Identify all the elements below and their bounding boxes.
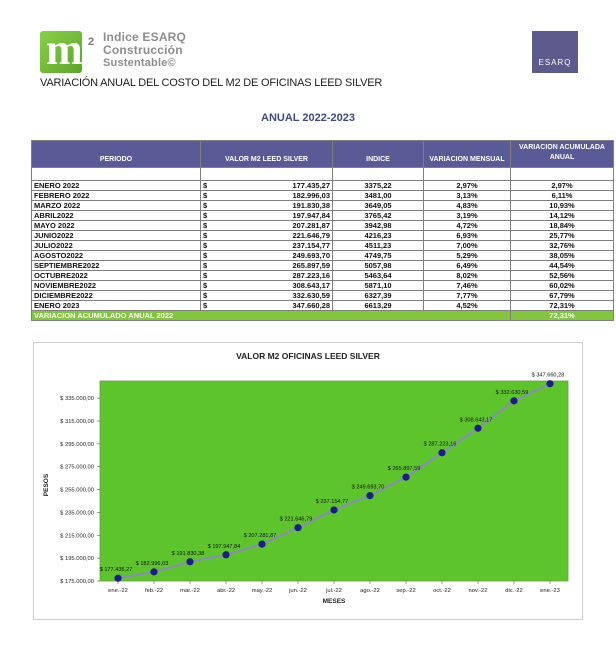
cell-indice: 6613,29 — [333, 301, 424, 311]
cell-periodo: AGOSTO2022 — [32, 251, 201, 261]
logo-superscript: 2 — [88, 36, 95, 48]
x-tick-label: jun.-22 — [289, 588, 307, 594]
table-row — [32, 231, 614, 241]
data-label: $ 221.646,79 — [279, 516, 313, 523]
cell-acumulada: 2,97% — [511, 181, 614, 191]
cell-mensual: 6,49% — [424, 261, 511, 271]
total-row — [32, 311, 614, 321]
cell-indice: 3649,05 — [333, 201, 424, 211]
cell-valor — [201, 231, 333, 241]
table-row — [32, 201, 614, 211]
cell-indice: 4749,75 — [333, 251, 424, 261]
cell-periodo: ENERO 2022 — [32, 181, 201, 191]
data-label: $ 332.630,59 — [495, 389, 529, 396]
data-point — [510, 397, 517, 404]
cell-acumulada: 38,05% — [511, 251, 614, 261]
table-row — [32, 281, 614, 291]
cell-acumulada: 18,84% — [511, 221, 614, 231]
currency-symbol: $ — [203, 201, 208, 210]
col-header-periodo: PERIODO — [32, 141, 201, 168]
cell-mensual: 4,52% — [424, 301, 511, 311]
currency-symbol: $ — [203, 301, 208, 310]
cell-valor-amount: 182.996,03 — [292, 191, 330, 200]
data-label: $ 182.996,03 — [135, 560, 169, 567]
data-point — [366, 492, 373, 499]
chart-title: VALOR M2 OFICINAS LEED SILVER — [236, 351, 380, 361]
document-title: VARIACIÓN ANUAL DEL COSTO DEL M2 DE OFICINAS LEED SILVER — [40, 77, 383, 89]
currency-symbol: $ — [203, 211, 208, 220]
cell-valor — [201, 271, 333, 281]
table-row — [32, 221, 614, 231]
x-tick-label: oct.-22 — [433, 588, 451, 594]
cell-acumulada: 25,77% — [511, 231, 614, 241]
cell-indice: 3942,98 — [333, 221, 424, 231]
cell-acumulada: 6,11% — [511, 191, 614, 201]
data-point — [150, 568, 157, 575]
y-tick-label: $ 335.000,00 — [60, 396, 94, 403]
partner-logo-text: ESARQ — [538, 58, 572, 67]
cell-acumulada: 72,31% — [511, 301, 614, 311]
cell-periodo: MAYO 2022 — [32, 221, 201, 231]
y-tick-label: $ 275.000,00 — [60, 464, 94, 471]
table-row — [32, 261, 614, 271]
col-header-mensual: VARIACION MENSUAL — [424, 141, 511, 168]
spacer-cell — [32, 168, 201, 181]
table-spacer-row — [32, 168, 614, 181]
cell-mensual: 7,46% — [424, 281, 511, 291]
table-row — [32, 251, 614, 261]
currency-symbol: $ — [203, 281, 208, 290]
y-tick-label: $ 235.000,00 — [60, 510, 94, 517]
cell-indice: 3765,42 — [333, 211, 424, 221]
cell-mensual: 3,19% — [424, 211, 511, 221]
data-label: $ 197.947,84 — [207, 543, 241, 550]
cell-valor — [201, 281, 333, 291]
cell-acumulada: 10,93% — [511, 201, 614, 211]
cell-periodo: MARZO 2022 — [32, 201, 201, 211]
cell-acumulada: 44,54% — [511, 261, 614, 271]
cell-valor-amount: 332.630,59 — [292, 291, 330, 300]
data-label: $ 347.660,28 — [531, 372, 565, 379]
data-label: $ 207.281,87 — [243, 533, 277, 540]
cell-mensual: 4,83% — [424, 201, 511, 211]
x-tick-label: mar.-22 — [180, 588, 200, 594]
cell-valor — [201, 241, 333, 251]
data-point — [402, 474, 409, 481]
cell-valor-amount: 249.693,70 — [292, 251, 330, 260]
data-point — [330, 506, 337, 513]
brand-line-2: Construcción — [103, 43, 183, 57]
y-tick-label: $ 315.000,00 — [60, 419, 94, 425]
currency-symbol: $ — [203, 251, 208, 260]
cell-valor-amount: 308.643,17 — [292, 281, 330, 290]
cell-periodo: JULIO2022 — [32, 241, 201, 251]
cell-periodo: FEBRERO 2022 — [32, 191, 201, 201]
table-row — [32, 181, 614, 191]
table-row — [32, 211, 614, 221]
cell-mensual: 5,29% — [424, 251, 511, 261]
y-axis-label: PESOS — [43, 473, 50, 497]
col-header-valor: VALOR M2 LEED SILVER — [201, 141, 333, 168]
x-tick-label: ago.-22 — [360, 588, 380, 594]
table-body — [32, 168, 614, 321]
page-subtitle: ANUAL 2022-2023 — [261, 112, 355, 124]
brand-line-1: Indice ESARQ — [103, 30, 187, 44]
cell-mensual: 7,77% — [424, 291, 511, 301]
total-label: VARIACION ACUMULADO ANUAL 2022 — [32, 311, 511, 321]
data-label: $ 237.154,77 — [315, 498, 349, 505]
x-axis — [108, 581, 560, 594]
spacer-cell — [201, 168, 333, 181]
x-tick-label: feb.-22 — [144, 588, 164, 594]
data-point — [222, 551, 229, 558]
plot-area — [100, 381, 568, 581]
data-point — [114, 575, 121, 582]
x-tick-label: may.-22 — [251, 588, 273, 594]
data-label: $ 249.693,70 — [351, 484, 385, 491]
logo-mark-letter: m — [46, 25, 83, 74]
data-point — [438, 449, 445, 456]
cell-periodo: JUNIO2022 — [32, 231, 201, 241]
cell-indice: 3375,22 — [333, 181, 424, 191]
cell-indice: 5057,98 — [333, 261, 424, 271]
y-tick-label: $ 175.000,00 — [60, 579, 94, 585]
cell-valor-amount: 197.947,84 — [292, 211, 330, 220]
spacer-cell — [333, 168, 424, 181]
y-tick-label: $ 255.000,00 — [60, 487, 94, 494]
brand-line-3: Sustentable© — [103, 57, 176, 69]
data-label: $ 308.643,17 — [459, 417, 493, 424]
currency-symbol: $ — [203, 241, 208, 250]
cell-valor — [201, 251, 333, 261]
table-row — [32, 291, 614, 301]
cell-valor — [201, 221, 333, 231]
cell-valor — [201, 181, 333, 191]
cell-valor — [201, 211, 333, 221]
data-label: $ 177.435,27 — [99, 567, 133, 574]
cell-acumulada: 32,76% — [511, 241, 614, 251]
cell-mensual: 4,72% — [424, 221, 511, 231]
y-axis — [60, 396, 100, 585]
cell-acumulada: 52,56% — [511, 271, 614, 281]
cell-mensual: 6,93% — [424, 231, 511, 241]
cell-indice: 4216,23 — [333, 231, 424, 241]
y-tick-label: $ 295.000,00 — [60, 441, 94, 448]
cell-valor-amount: 265.897,59 — [292, 261, 330, 270]
cell-valor — [201, 261, 333, 271]
total-value: 72,31% — [511, 311, 614, 321]
cell-valor — [201, 291, 333, 301]
cell-valor — [201, 191, 333, 201]
table-header-row — [32, 141, 614, 168]
col-header-acumulada: VARIACION ACUMULADA ANUAL — [511, 141, 614, 168]
data-point — [546, 380, 553, 387]
cell-acumulada: 14,12% — [511, 211, 614, 221]
cell-periodo: SEPTIEMBRE2022 — [32, 261, 201, 271]
cell-periodo: ABRIL2022 — [32, 211, 201, 221]
cell-valor — [201, 201, 333, 211]
currency-symbol: $ — [203, 231, 208, 240]
x-axis-label: MESES — [322, 598, 346, 605]
cell-acumulada: 67,79% — [511, 291, 614, 301]
cell-periodo: NOVIEMBRE2022 — [32, 281, 201, 291]
cell-periodo: ENERO 2023 — [32, 301, 201, 311]
data-point — [258, 541, 265, 548]
col-header-indice: INDICE — [333, 141, 424, 168]
y-tick-label: $ 195.000,00 — [60, 556, 94, 563]
x-tick-label: nov.-22 — [468, 588, 488, 594]
data-label: $ 191.830,38 — [171, 550, 205, 557]
x-tick-label: dic.-22 — [505, 588, 523, 594]
cell-mensual: 3,13% — [424, 191, 511, 201]
data-label: $ 265.897,59 — [387, 466, 421, 473]
cost-table — [31, 140, 614, 321]
cell-periodo: OCTUBRE2022 — [32, 271, 201, 281]
table-row — [32, 301, 614, 311]
cell-mensual: 2,97% — [424, 181, 511, 191]
cell-indice: 3481,00 — [333, 191, 424, 201]
currency-symbol: $ — [203, 181, 208, 190]
cell-indice: 5871,10 — [333, 281, 424, 291]
x-tick-label: jul.-22 — [326, 588, 342, 594]
cell-valor-amount: 221.646,79 — [292, 231, 330, 240]
cell-mensual: 7,00% — [424, 241, 511, 251]
spacer-cell — [511, 168, 614, 181]
cell-valor-amount: 237.154,77 — [292, 241, 330, 250]
table-row — [32, 191, 614, 201]
currency-symbol: $ — [203, 271, 208, 280]
spacer-cell — [424, 168, 511, 181]
cell-acumulada: 60,02% — [511, 281, 614, 291]
value-chart — [34, 343, 582, 619]
table-row — [32, 241, 614, 251]
x-tick-label: abr.-22 — [216, 588, 236, 594]
cell-valor-amount: 177.435,27 — [292, 181, 330, 190]
currency-symbol: $ — [203, 291, 208, 300]
x-tick-label: ene.-22 — [108, 588, 128, 594]
currency-symbol: $ — [203, 221, 208, 230]
cell-periodo: DICIEMBRE2022 — [32, 291, 201, 301]
chart-frame — [33, 342, 583, 620]
data-label: $ 287.223,16 — [423, 441, 457, 448]
table-row — [32, 271, 614, 281]
data-point — [474, 425, 481, 432]
y-tick-label: $ 215.000,00 — [60, 533, 94, 540]
cell-valor-amount: 191.830,38 — [292, 201, 330, 210]
cell-indice: 5463,64 — [333, 271, 424, 281]
cell-valor-amount: 207.281,87 — [292, 221, 330, 230]
cell-indice: 4511,23 — [333, 241, 424, 251]
x-tick-label: ene.-23 — [540, 588, 560, 594]
data-point — [186, 558, 193, 565]
cell-valor-amount: 347.660,28 — [292, 301, 330, 310]
cell-indice: 6327,39 — [333, 291, 424, 301]
data-point — [294, 524, 301, 531]
currency-symbol: $ — [203, 191, 208, 200]
cell-valor-amount: 287.223,16 — [292, 271, 330, 280]
x-tick-label: sep.-22 — [396, 588, 416, 594]
cell-mensual: 8,02% — [424, 271, 511, 281]
currency-symbol: $ — [203, 261, 208, 270]
cell-valor — [201, 301, 333, 311]
